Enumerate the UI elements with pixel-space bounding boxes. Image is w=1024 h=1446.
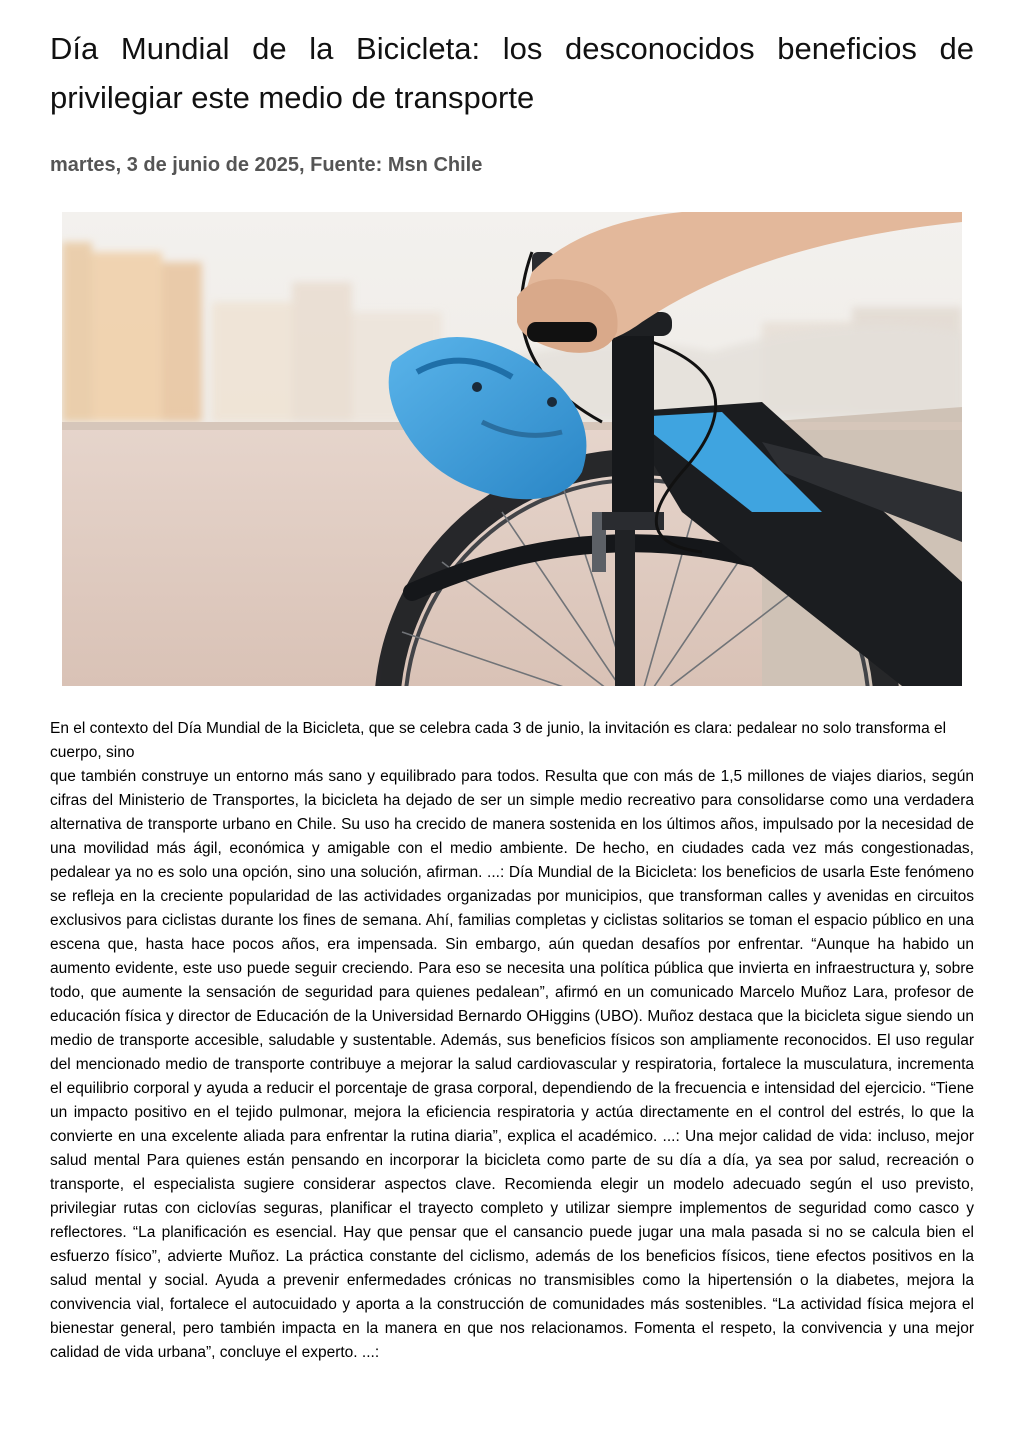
article-lead-paragraph: En el contexto del Día Mundial de la Bicicleta, que se celebra cada 3 de junio, la invitación es clara: pedalear no solo transforma el cuerpo, sino bbox=[50, 720, 947, 761]
article-body-paragraph: que también construye un entorno más sano y equilibrado para todos. Resulta que con más de 1,5 millones de viajes diarios, según cifras del Ministerio de Transportes, la bicicleta ha dejado de ser un simple medio recreativo para consolidarse como una verdadera alternativa de transporte urbano en Chile. Su uso ha crecido de manera sostenida en los últimos años, impulsado por la necesidad de una movilidad más ágil, económica y amigable con el medio ambiente. De hecho, en ciudades cada vez más congestionadas, pedalear ya no es solo una opción, sino una solución, afirman. ...: Día Mundial de la Bicicleta: los beneficios de usarla Este fenómeno se refleja en la creciente popularidad de las actividades organizadas por municipios, que transforman calles y avenidas en circuitos exclusivos para ciclistas durante los fines de semana. Ahí, familias completas y ciclistas solitarios se toman el espacio público en una escena que, hasta hace pocos años, era impensada. Sin embargo, aún quedan desafíos por enfrentar. “Aunque ha habido un aumento evidente, este uso puede seguir creciendo. Para eso se necesita una política pública que invierta en infraestructura y, sobre todo, que aumente la sensación de seguridad para quienes pedalean”, afirmó en un comunicado Marcelo Muñoz Lara, profesor de educación física y director de Educación de la Universidad Bernardo OHiggins (UBO). Muñoz destaca que la bicicleta sigue siendo un medio de transporte accesible, saludable y sustentable. Además, sus beneficios físicos son ampliamente reconocidos. El uso regular del mencionado medio de transporte contribuye a mejorar la salud cardiovascular y respiratoria, fortalece la musculatura, incrementa el equilibrio corporal y ayuda a reducir el porcentaje de grasa corporal, dependiendo de la frecuencia e intensidad del ejercicio. “Tiene un impacto positivo en el tejido pulmonar, mejora la eficiencia respiratoria y actúa directamente en el control del estrés, lo que la convierte en una excelente aliada para enfrentar la rutina diaria”, explica el académico. ...: Una mejor calidad de vida: incluso, mejor salud mental Para quienes están pensando en incorporar la bicicleta como parte de su día a día, ya sea por salud, recreación o transporte, el especialista sugiere considerar aspectos clave. Recomienda elegir un modelo adecuado según el uso previsto, privilegiar rutas con ciclovías seguras, planificar el trayecto completo y utilizar siempre implementos de seguridad como casco y reflectores. “La planificación es esencial. Hay que pensar que el cansancio puede jugar una mala pasada si no se calcula bien el esfuerzo físico”, advierte Muñoz. La práctica constante del ciclismo, además de los beneficios físicos, tiene efectos positivos en la salud mental y social. Ayuda a prevenir enfermedades crónicas no transmisibles como la hipertensión o la diabetes, mejora la convivencia vial, fortalece el autocuidado y aporta a la construcción de comunidades más sostenibles. “La actividad física mejora el bienestar general, pero también impacta en la manera en que nos relacionamos. Fomenta el respeto, la convivencia y una mejor calidad de vida urbana”, concluye el experto. ...: bbox=[50, 768, 974, 1361]
article-body bbox=[50, 717, 974, 1365]
article-dateline: martes, 3 de junio de 2025, Fuente: Msn Chile bbox=[50, 154, 483, 176]
article-photo-bicycle-helmet bbox=[62, 212, 962, 686]
article-title: Día Mundial de la Bicicleta: los desconocidos beneficios de privilegiar este medio de transporte bbox=[50, 31, 974, 115]
